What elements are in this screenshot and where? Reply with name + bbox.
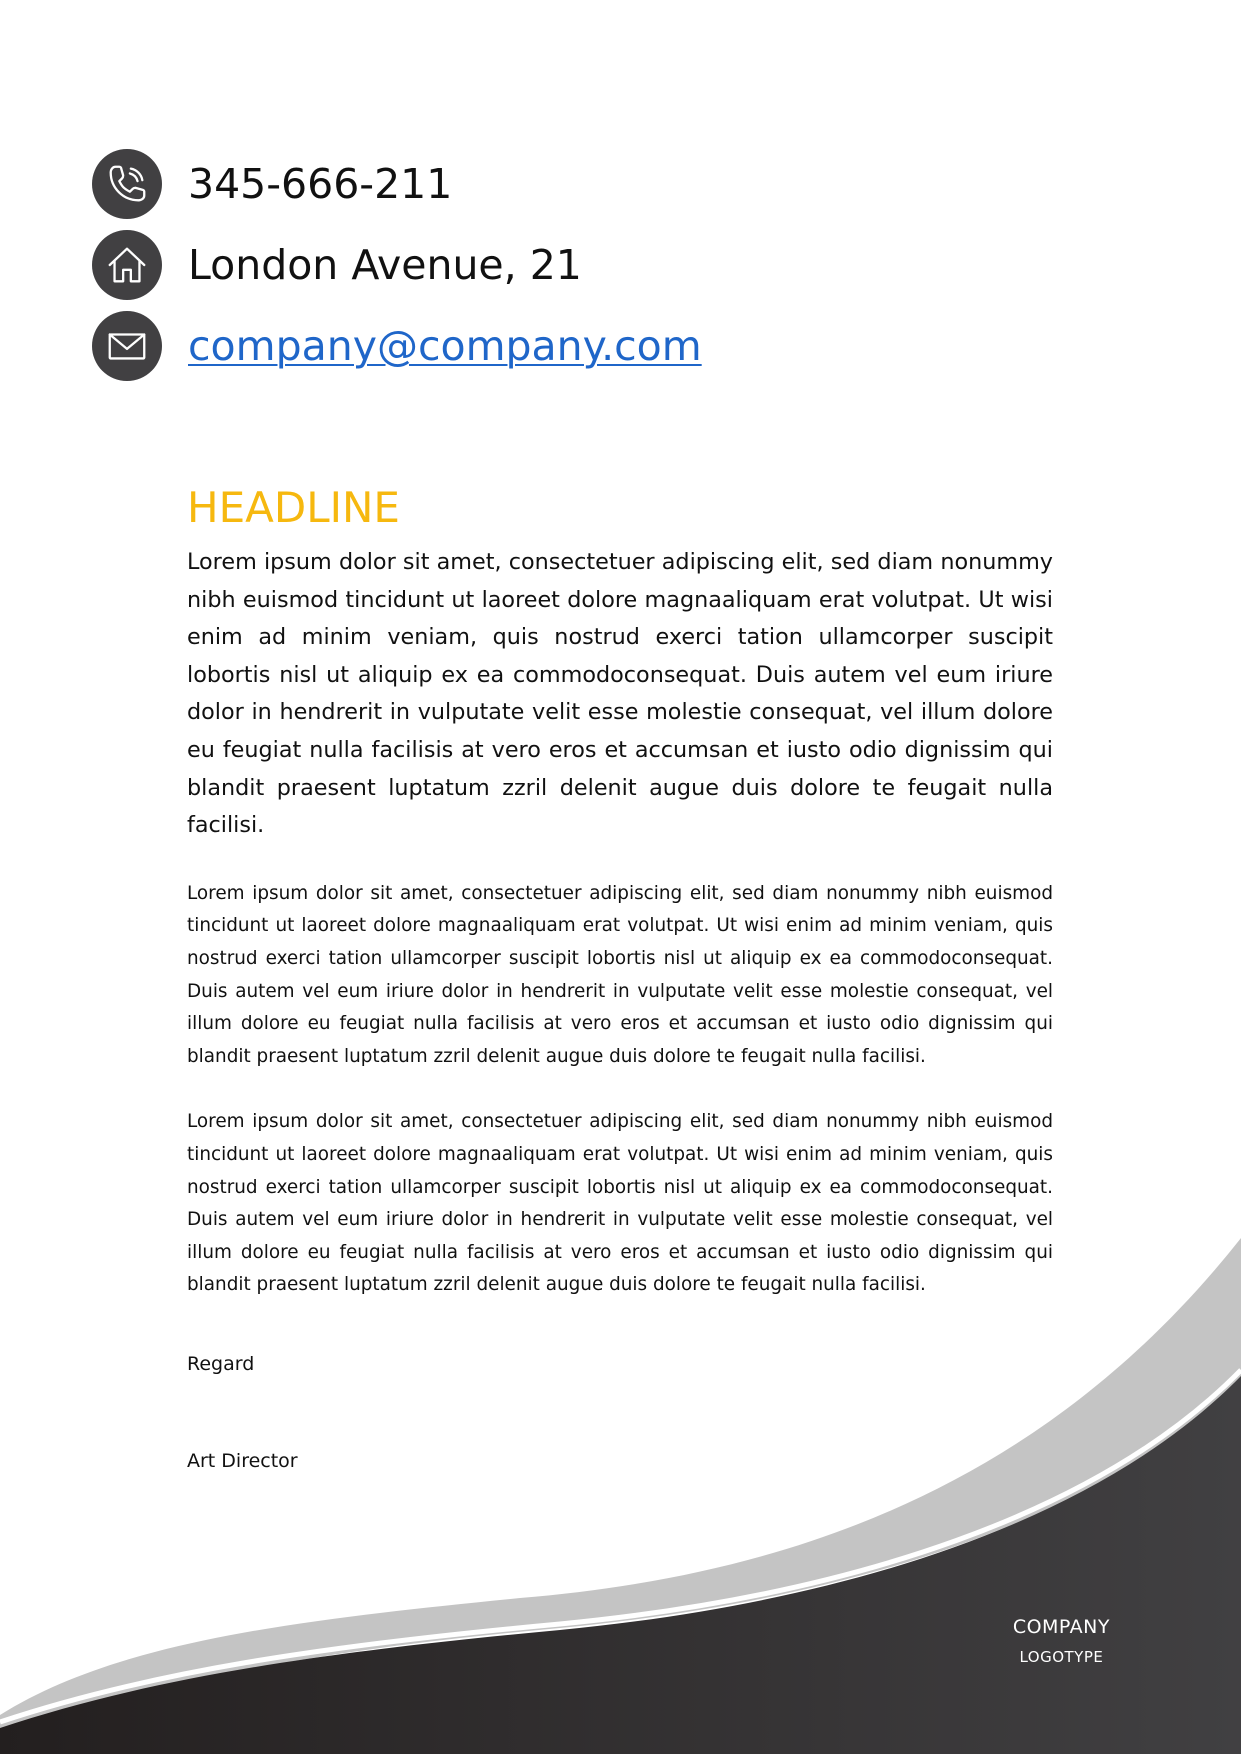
signer-title: Art Director <box>187 1450 298 1472</box>
contact-address-row <box>92 229 582 301</box>
home-icon <box>92 230 162 300</box>
body-paragraph: Lorem ipsum dolor sit amet, consectetuer adipiscing elit, sed diam nonummy nibh euismod tincidunt ut laoreet dolore magnaaliquam erat volutpat. Ut wisi enim ad minim veniam, quis nostrud exerci tation ullamcorper suscipit lobortis nisl ut aliquip ex ea commodoconsequat. Duis autem vel eum iriure dolor in hendrerit in vulputate velit esse molestie consequat, vel illum dolore eu feugiat nulla facilisis at vero eros et accumsan et iusto odio dignissim qui blandit praesent luptatum zzril delenit augue duis dolore te feugait nulla facilisi. <box>187 882 1053 1067</box>
company-logo <box>1013 1616 1110 1666</box>
body-paragraph: Lorem ipsum dolor sit amet, consectetuer adipiscing elit, sed diam nonummy nibh euismod tincidunt ut laoreet dolore magnaaliquam erat volutpat. Ut wisi enim ad minim veniam, quis nostrud exerci tation ullamcorper suscipit lobortis nisl ut aliquip ex ea commodoconsequat. Duis autem vel eum iriure dolor in hendrerit in vulputate velit esse molestie consequat, vel illum dolore eu feugiat nulla facilisis at vero eros et accumsan et iusto odio dignissim qui blandit praesent luptatum zzril delenit augue duis dolore te feugait nulla facilisi. <box>187 1111 1053 1296</box>
closing-regard: Regard <box>187 1353 255 1375</box>
phone-number: 345-666-211 <box>188 160 453 208</box>
company-name: COMPANY <box>1012 1616 1110 1638</box>
contact-email-row <box>92 310 702 382</box>
lead-paragraph: Lorem ipsum dolor sit amet, consectetuer adipiscing elit, sed diam nonummy nibh euismod tincidunt ut laoreet dolore magnaaliquam erat volutpat. Ut wisi enim ad minim veniam, quis nostrud exerci tation ullamcorper suscipit lobortis nisl ut aliquip ex ea commodoconsequat. Duis autem vel eum iriure dolor in hendrerit in vulputate velit esse molestie consequat, vel illum dolore eu feugiat nulla facilisis at vero eros et accumsan et iusto odio dignissim qui blandit praesent luptatum zzril delenit augue duis dolore te feugait nulla facilisi. <box>187 549 1053 839</box>
phone-icon <box>92 149 162 219</box>
contact-phone-row <box>92 148 452 220</box>
letter-body <box>187 478 1053 1302</box>
email-link[interactable]: company@company.com <box>188 322 702 370</box>
headline: HEADLINE <box>187 483 400 532</box>
mail-icon <box>92 311 162 381</box>
company-logotype: LOGOTYPE <box>1019 1648 1104 1666</box>
street-address: London Avenue, 21 <box>188 241 582 289</box>
